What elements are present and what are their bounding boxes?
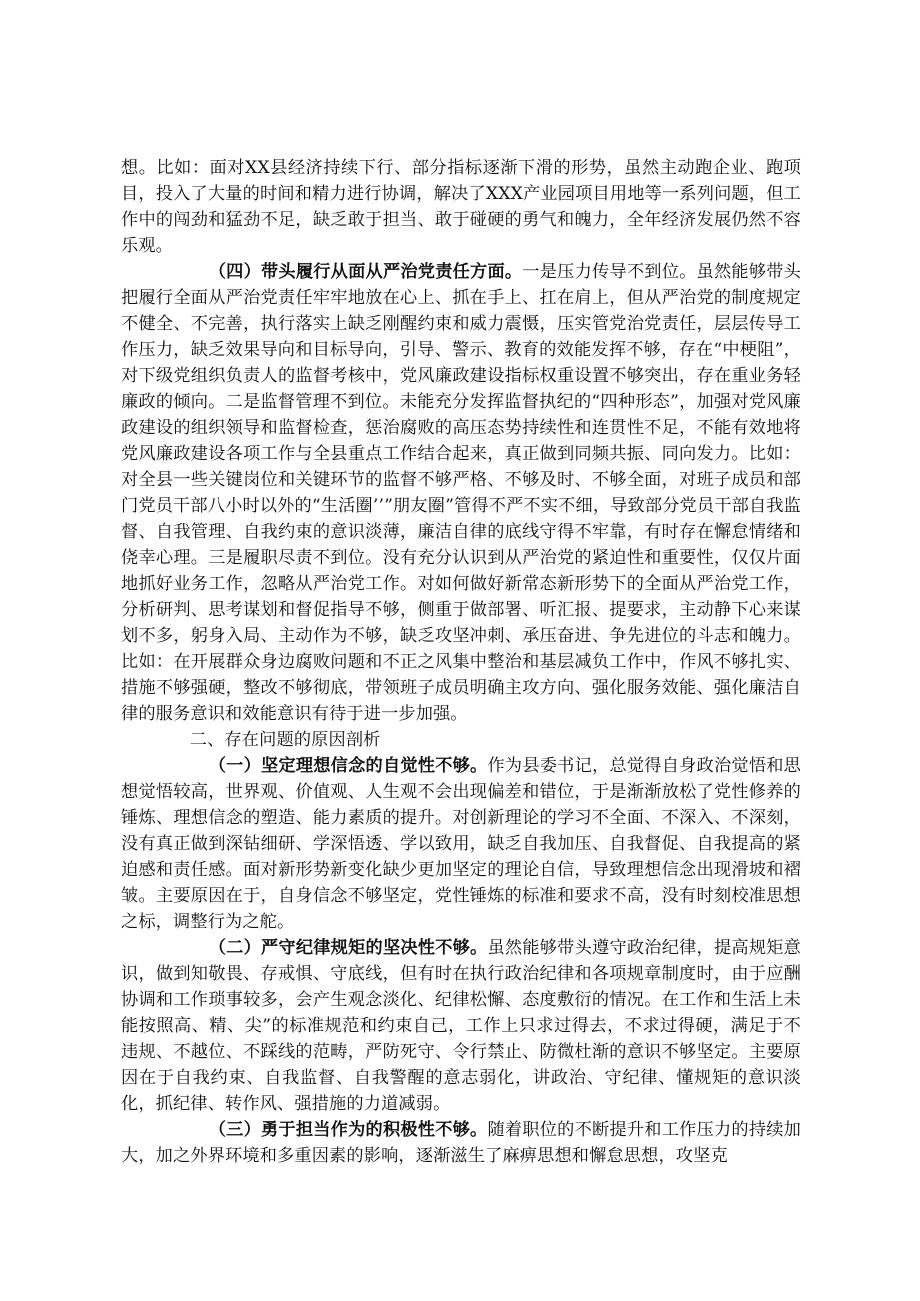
paragraph-cause-two: [121, 935, 801, 1117]
paragraph-text: 想。比如：面对XX县经济持续下行、部分指标逐渐下滑的形势，虽然主动跑企业、跑项目，投入了大量的时间和精力进行协调，解决了XXX产业园项目用地等一系列问题，但工作中的闯劲和猛劲不足，缺乏敢于担当、敢于碰硬的勇气和魄力，全年经济发展仍然不容乐观。: [121, 158, 801, 256]
paragraph-lead-heading: （二）严守纪律规矩的坚决性不够。: [208, 938, 488, 958]
paragraph-continuation: [121, 155, 801, 259]
paragraph-text: 一是压力传导不到位。虽然能够带头把履行全面从严治党责任牢牢地放在心上、抓在手上、扛在肩上，但从严治党的制度规定不健全、不完善，执行落实上缺乏刚醒约束和威力震慑，压实管党治党责任，层层传导工作压力，缺乏效果导向和目标导向，引导、警示、教育的效能发挥不够，存在“中梗阻”，对下级党组织负责人的监督考核中，党风廉政建设指标权重设置不够突出，存在重业务轻廉政的倾向。二是监督管理不到位。未能充分发挥监督执纪的“四种形态”，加强对党风廉政建设的组织领导和监督检查，惩治腐败的高压态势持续性和连贯性不足，不能有效地将党风廉政建设各项工作与全县重点工作结合起来，真正做到同频共振、同向发力。比如：对全县一些关键岗位和关键环节的监督不够严格、不够及时、不够全面，对班子成员和部门党员干部八小时以外的“生活圈’’”朋友圈”管得不严不实不细，导致部分党员干部自我监督、自我管理、自我约束的意识淡薄，廉洁自律的底线守得不牢靠，有时存在懈怠情绪和侥幸心理。三是履职尽责不到位。没有充分认识到从严治党的紧迫性和重要性，仅仅片面地抓好业务工作，忽略从严治党工作。对如何做好新常态新形势下的全面从严治党工作，分析研判、思考谋划和督促指导不够，侧重于做部署、听汇报、提要求，主动静下心来谋划不多，躬身入局、主动作为不够，缺乏攻坚冲刺、承压奋进、争先进位的斗志和魄力。比如：在开展群众身边腐败问题和不正之风集中整治和基层减负工作中，作风不够扎实、措施不够强硬，整改不够彻底，带领班子成员明确主攻方向、强化服务效能、强化廉洁自律的服务意识和效能意识有待于进一步加强。: [121, 262, 802, 724]
paragraph-cause-one: [121, 753, 801, 935]
paragraph-text: 作为县委书记，总觉得自身政治觉悟和思想觉悟较高，世界观、价值观、人生观不会出现偏差和错位，于是渐渐放松了党性修养的锤炼、理想信念的塑造、能力素质的提升。对创新理论的学习不全面、不深入、不深刻，没有真正做到深钻细研、学深悟透、学以致用，缺乏自我加压、自我督促、自我提高的紧迫感和责任感。面对新形势新变化缺少更加坚定的理论自信，导致理想信念出现滑坡和褶皱。主要原因在于，自身信念不够坚定，党性锤炼的标准和要求不高，没有时刻校准思想之标，调整行为之舵。: [121, 756, 802, 932]
paragraph-text: 虽然能够带头遵守政治纪律，提高规矩意识，做到知敬畏、存戒惧、守底线，但有时在执行政治纪律和各项规章制度时，由于应酬协调和工作琐事较多，会产生观念淡化、纪律松懈、态度敷衍的情况。在工作和生活上未能按照高、精、尖”的标准规范和约束自己，工作上只求过得去，不求过得硬，满足于不违规、不越位、不踩线的范畴，严防死守、令行禁止、防微杜渐的意识不够坚定。主要原因在于自我约束、自我监督、自我警醒的意志弱化，讲政治、守纪律、懂规矩的意识淡化，抓纪律、转作风、强措施的力道减弱。: [121, 938, 802, 1114]
paragraph-lead-heading: （四）带头履行从面从严治党责任方面。: [208, 262, 523, 282]
paragraph-text: 随着职位的不断提升和工作压力的持续加大，加之外界环境和多重因素的影响，逐渐滋生了麻痹思想和懈怠思想，攻坚克: [121, 1120, 802, 1166]
paragraph-lead-heading: （一）坚定理想信念的自觉性不够。: [208, 756, 488, 776]
section-heading-cause-analysis: [121, 727, 801, 753]
section-heading-text: 二、存在问题的原因剖析: [189, 730, 381, 750]
paragraph-lead-heading: （三）勇于担当作为的积极性不够。: [208, 1120, 488, 1140]
paragraph-section-four: [121, 259, 801, 727]
paragraph-cause-three: [121, 1117, 801, 1169]
document-body: [121, 155, 801, 1169]
